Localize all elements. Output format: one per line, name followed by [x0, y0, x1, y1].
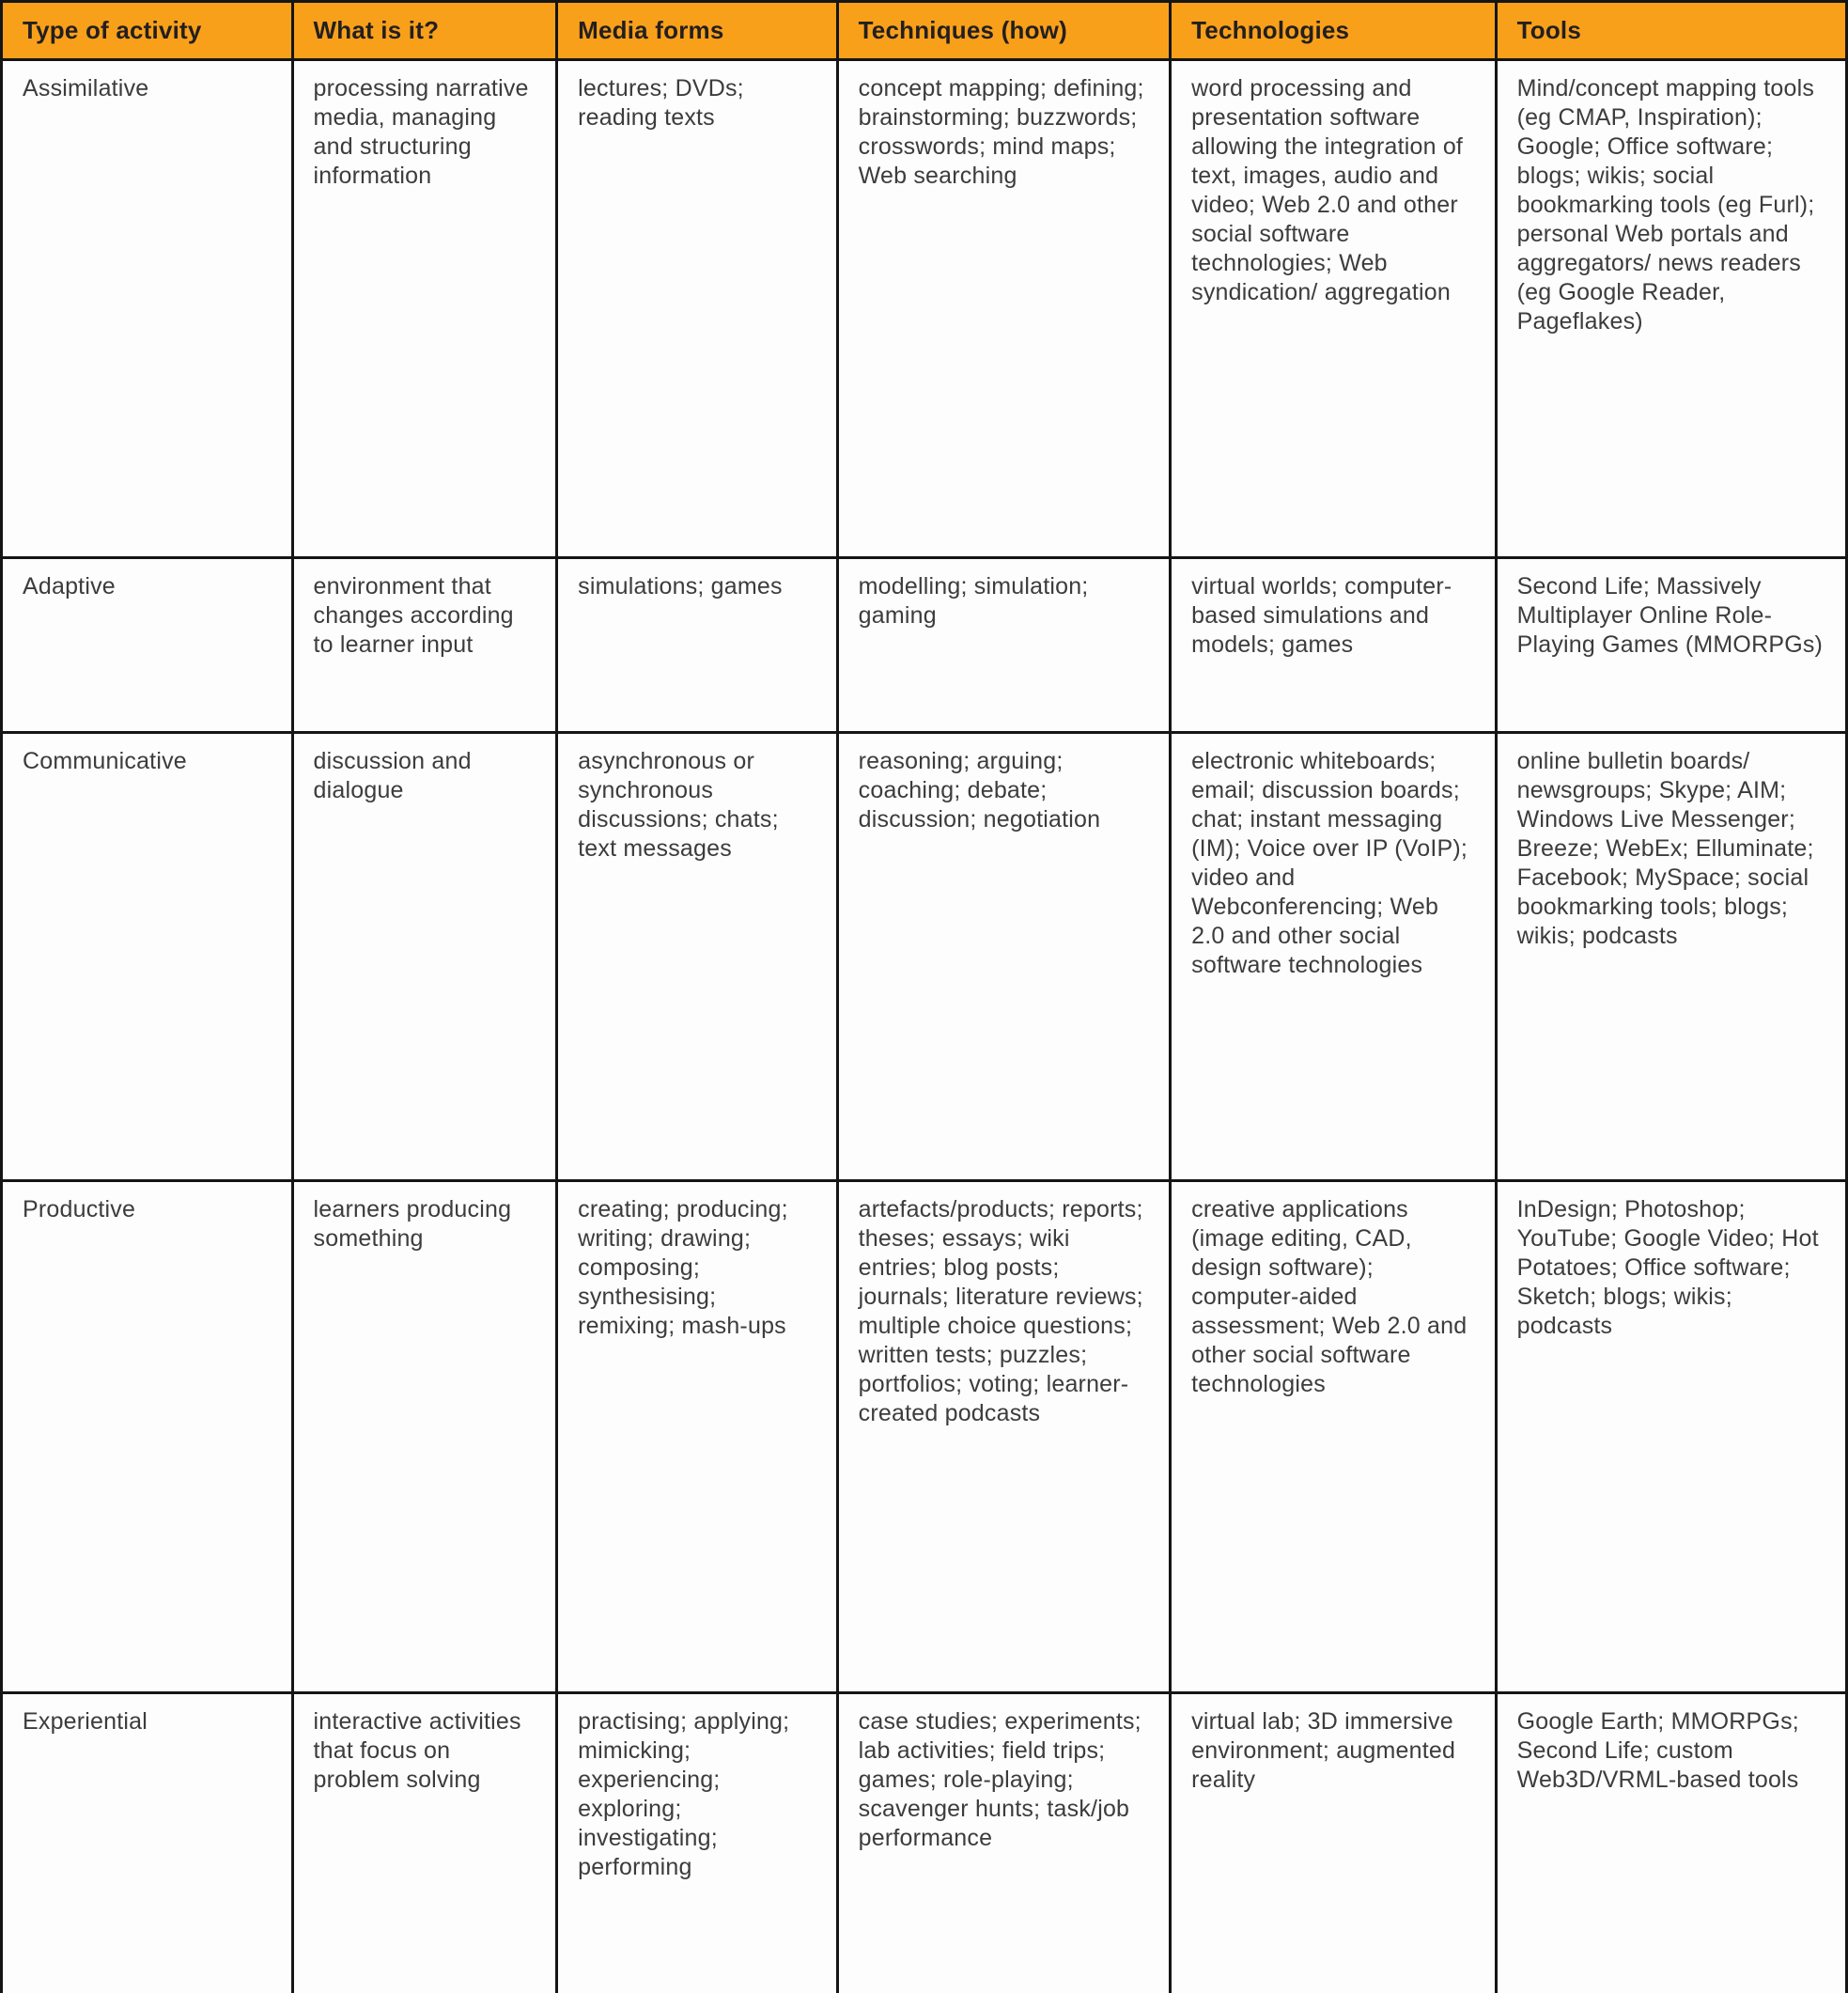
cell-activity-type: Adaptive [2, 558, 293, 733]
cell-techniques: reasoning; arguing; coaching; debate; discussion; negotiation [837, 733, 1171, 1181]
cell-tools: online bulletin boards/ newsgroups; Skype; AIM; Windows Live Messenger; Breeze; WebEx; Elluminate; Facebook; MySpace; social bookmarking tools; blogs; wikis; podcasts [1496, 733, 1846, 1181]
cell-media-forms: practising; applying; mimicking; experiencing; exploring; investigating; performing [557, 1693, 838, 1993]
column-header-media-forms: Media forms [557, 2, 838, 60]
cell-technologies: word processing and presentation software allowing the integration of text, images, audio and video; Web 2.0 and other social software technologies; Web syndication/ aggregation [1171, 60, 1496, 558]
table-row-adaptive [2, 558, 1847, 733]
column-header-what-is-it: What is it? [292, 2, 557, 60]
cell-what-is-it: discussion and dialogue [292, 733, 557, 1181]
cell-techniques: modelling; simulation; gaming [837, 558, 1171, 733]
cell-techniques: artefacts/products; reports; theses; essays; wiki entries; blog posts; journals; literature reviews; multiple choice questions; written tests; puzzles; portfolios; voting; learner-created podcasts [837, 1181, 1171, 1693]
column-header-techniques: Techniques (how) [837, 2, 1171, 60]
cell-tools: InDesign; Photoshop; YouTube; Google Video; Hot Potatoes; Office software; Sketch; blogs; wikis; podcasts [1496, 1181, 1846, 1693]
cell-tools: Second Life; Massively Multiplayer Online Role-Playing Games (MMORPGs) [1496, 558, 1846, 733]
cell-what-is-it: processing narrative media, managing and structuring information [292, 60, 557, 558]
table-body [2, 60, 1847, 1993]
cell-technologies: virtual worlds; computer-based simulations and models; games [1171, 558, 1496, 733]
cell-media-forms: simulations; games [557, 558, 838, 733]
cell-media-forms: lectures; DVDs; reading texts [557, 60, 838, 558]
cell-what-is-it: environment that changes according to learner input [292, 558, 557, 733]
cell-technologies: electronic whiteboards; email; discussion boards; chat; instant messaging (IM); Voice over IP (VoIP); video and Webconferencing; Web 2.0 and other social software technologies [1171, 733, 1496, 1181]
cell-what-is-it: interactive activities that focus on problem solving [292, 1693, 557, 1993]
table-header [2, 2, 1847, 60]
table-row-productive [2, 1181, 1847, 1693]
cell-techniques: case studies; experiments; lab activities; field trips; games; role-playing; scavenger hunts; task/job performance [837, 1693, 1171, 1993]
column-header-technologies: Technologies [1171, 2, 1496, 60]
cell-technologies: virtual lab; 3D immersive environment; augmented reality [1171, 1693, 1496, 1993]
cell-activity-type: Experiential [2, 1693, 293, 1993]
cell-activity-type: Productive [2, 1181, 293, 1693]
table-row-communicative [2, 733, 1847, 1181]
cell-tools: Google Earth; MMORPGs; Second Life; custom Web3D/VRML-based tools [1496, 1693, 1846, 1993]
cell-activity-type: Communicative [2, 733, 293, 1181]
header-row [2, 2, 1847, 60]
cell-tools: Mind/concept mapping tools (eg CMAP, Inspiration); Google; Office software; blogs; wikis; social bookmarking tools (eg Furl); personal Web portals and aggregators/ news readers (eg Google Reader, Pageflakes) [1496, 60, 1846, 558]
cell-activity-type: Assimilative [2, 60, 293, 558]
cell-techniques: concept mapping; defining; brainstorming; buzzwords; crosswords; mind maps; Web searching [837, 60, 1171, 558]
cell-what-is-it: learners producing something [292, 1181, 557, 1693]
table-row-experiential [2, 1693, 1847, 1993]
cell-technologies: creative applications (image editing, CAD, design software); computer-aided assessment; Web 2.0 and other social software technologies [1171, 1181, 1496, 1693]
cell-media-forms: asynchronous or synchronous discussions; chats; text messages [557, 733, 838, 1181]
column-header-type-of-activity: Type of activity [2, 2, 293, 60]
cell-media-forms: creating; producing; writing; drawing; composing; synthesising; remixing; mash-ups [557, 1181, 838, 1693]
table-row-assimilative [2, 60, 1847, 558]
column-header-tools: Tools [1496, 2, 1846, 60]
